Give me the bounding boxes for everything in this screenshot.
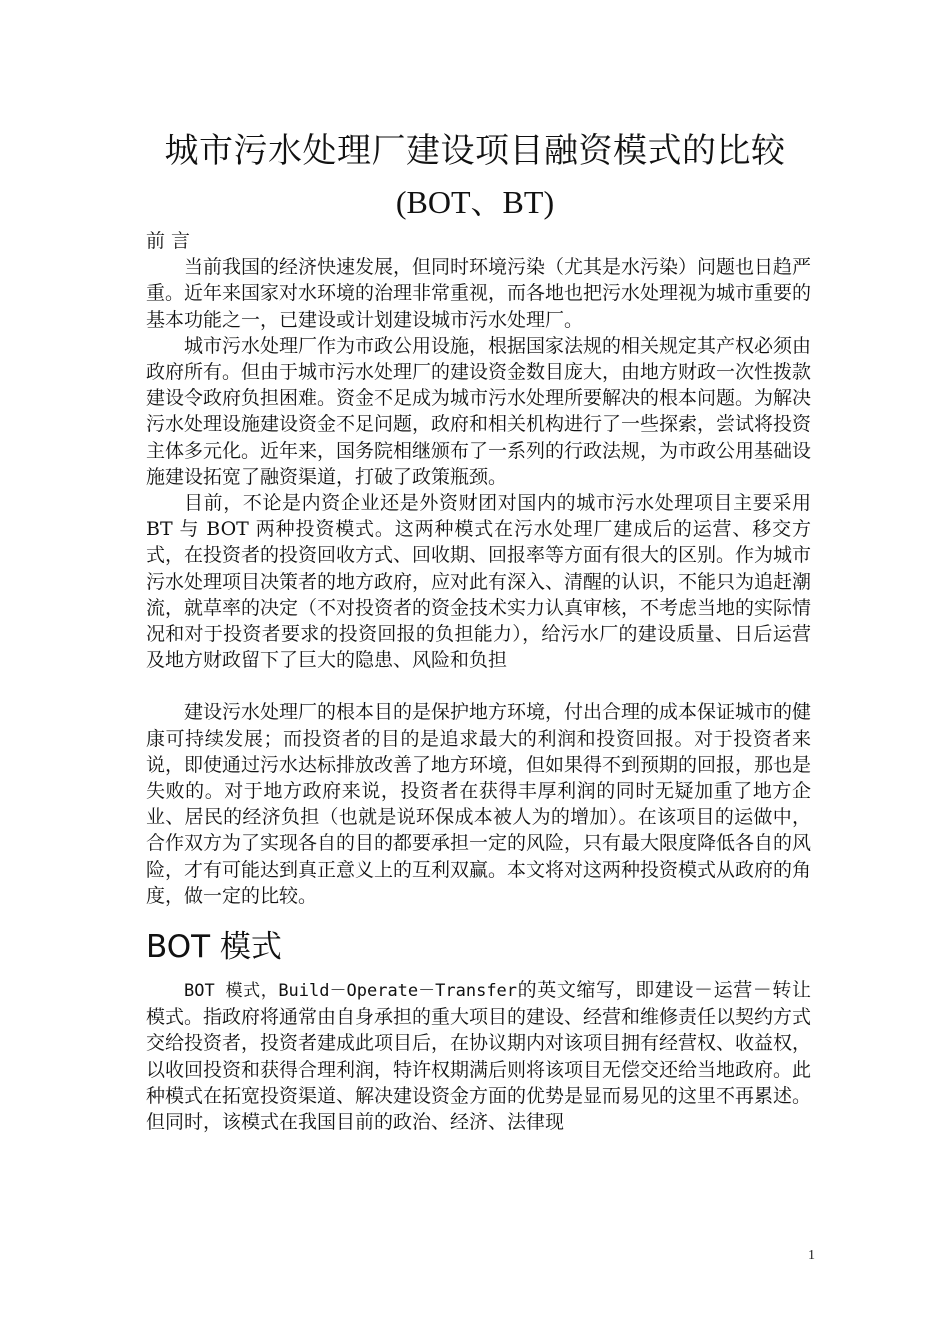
paragraph-4: 建设污水处理厂的根本目的是保护地方环境，付出合理的成本保证城市的健康可持续发展；而投资者的目的是追求最大的利润和投资回报。对于投资者来说，即使通过污水达标排放改善了地方环境，但如果得不到预期的回报，那也是失败的。对于地方政府来说，投资者在获得丰厚利润的同时无疑加重了地方企业、居民的经济负担（也就是说环保成本被人为的增加）。在该项目的运做中，合作双方为了实现各自的目的都要承担一定的风险，只有最大限度降低各自的风险，才有可能达到真正意义上的互利双赢。本文将对这两种投资模式从政府的角度，做一定的比较。 [146, 701, 812, 907]
bot-term: BOT 模式，Build－Operate－Transfer [184, 981, 518, 1002]
page-number: 1 [808, 1248, 815, 1263]
bot-definition-text: 的英文缩写，即建设－运营－转让模式。指政府将通常由自身承担的重大项目的建设、经营和维修责任以契约方式交给投资者，投资者建成此项目后，在协议期内对该项目拥有经营权、收益权，以收回投资和获得合理利润，特许权期满后则将该项目无偿交还给当地政府。此种模式在拓宽投资渠道、解决建设资金方面的优势是显而易见的这里不再累述。但同时，该模式在我国目前的政治、经济、法律现 [146, 979, 812, 1134]
section-heading-bot: BOT 模式 [146, 929, 282, 966]
document-subtitle: (BOT、BT) [395, 184, 555, 220]
paragraph-bot-definition [146, 977, 811, 1135]
preface-heading: 前 言 [146, 230, 191, 252]
paragraph-1: 当前我国的经济快速发展，但同时环境污染（尤其是水污染）问题也日趋严重。近年来国家对水环境的治理非常重视，而各地也把污水处理视为城市重要的基本功能之一，已建设或计划建设城市污水处理厂。 [146, 256, 812, 331]
paragraph-3: 目前，不论是内资企业还是外资财团对国内的城市污水处理项目主要采用 BT 与 BOT 两种投资模式。这两种模式在污水处理厂建成后的运营、移交方式，在投资者的投资回收方式、回收期、回报率等方面有很大的区别。作为城市污水处理项目决策者的地方政府，应对此有深入、清醒的认识，不能只为追赶潮流，就草率的决定（不对投资者的资金技术实力认真审核，不考虑当地的实际情况和对于投资者要求的投资回报的负担能力），给污水厂的建设质量、日后运营及地方财政留下了巨大的隐患、风险和负担 [146, 492, 812, 672]
document-title: 城市污水处理厂建设项目融资模式的比较 [164, 131, 786, 171]
document-body [146, 228, 811, 1135]
paragraph-2: 城市污水处理厂作为市政公用设施，根据国家法规的相关规定其产权必须由政府所有。但由于城市污水处理厂的建设资金数目庞大，由地方财政一次性拨款建设令政府负担困难。资金不足成为城市污水处理所要解决的根本问题。为解决污水处理设施建设资金不足问题，政府和相关机构进行了一些探索，尝试将投资主体多元化。近年来，国务院相继颁布了一系列的行政法规，为市政公用基础设施建设拓宽了融资渠道，打破了政策瓶颈。 [146, 334, 812, 488]
